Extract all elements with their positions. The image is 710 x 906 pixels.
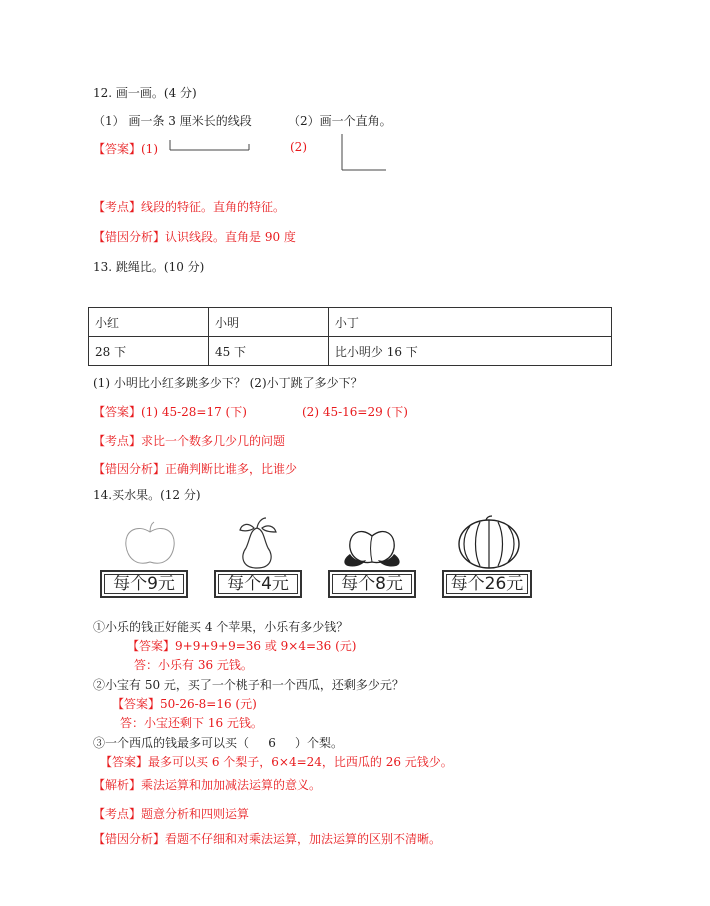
- table-cell: 小丁: [328, 308, 611, 337]
- q14-a2: 【答案】50-26-8=16 (元): [112, 697, 257, 711]
- q14-a1: 【答案】9+9+9+9=36 或 9×4=36 (元): [127, 639, 357, 653]
- q14-a1-reply: 答：小乐有 36 元钱。: [134, 658, 253, 672]
- watermelon-icon: [456, 514, 522, 570]
- q13-title: 13. 跳绳比。(10 分): [93, 260, 205, 274]
- q13-answer2: (2) 45-16=29 (下): [302, 405, 408, 419]
- q12-sub1: （1） 画一条 3 厘米长的线段: [93, 114, 252, 128]
- table-cell: 小红: [89, 308, 209, 337]
- peach-icon: [340, 522, 404, 572]
- watermelon-price-label: 每个26元: [442, 570, 532, 598]
- table-row: [89, 337, 612, 366]
- q12-sub2: （2）画一个直角。: [288, 114, 392, 128]
- q14-a2-reply: 答：小宝还剩下 16 元钱。: [120, 716, 263, 730]
- q13-answer: 【答案】(1) 45-28=17 (下): [93, 405, 247, 419]
- q14-q1: ①小乐的钱正好能买 4 个苹果，小乐有多少钱？: [93, 620, 349, 634]
- q13-questions: (1) 小明比小红多跳多少下？ (2)小丁跳了多少下？: [93, 376, 363, 390]
- q14-jiexi: 【解析】乘法运算和加加减法运算的意义。: [93, 778, 322, 792]
- table-cell: 小明: [208, 308, 328, 337]
- table-cell: 比小明少 16 下: [328, 337, 611, 366]
- q12-title: 12. 画一画。(4 分): [93, 86, 197, 100]
- q12-answer1: 【答案】(1): [93, 142, 158, 156]
- pear-icon: [232, 516, 282, 572]
- q14-q3: ③一个西瓜的钱最多可以买（ 6 ）个梨。: [93, 736, 344, 750]
- q13-cuoyin: 【错因分析】正确判断比谁多，比谁少: [93, 462, 298, 476]
- apple-icon: [120, 520, 180, 570]
- segment-drawing: [168, 138, 252, 154]
- q14-cuoyin: 【错因分析】看题不仔细和对乘法运算，加法运算的区别不清晰。: [93, 832, 442, 846]
- right-angle-drawing: [338, 132, 388, 174]
- q14-kaodian: 【考点】题意分析和四则运算: [93, 807, 250, 821]
- table-cell: 45 下: [208, 337, 328, 366]
- table-cell: 28 下: [89, 337, 209, 366]
- q12-kaodian: 【考点】线段的特征。直角的特征。: [93, 200, 286, 214]
- peach-price-label: 每个8元: [328, 570, 416, 598]
- q14-q2: ②小宝有 50 元，买了一个桃子和一个西瓜，还剩多少元？: [93, 678, 404, 692]
- q14-a3: 【答案】最多可以买 6 个梨子，6×4=24，比西瓜的 26 元钱少。: [100, 755, 453, 769]
- q12-answer2: (2): [290, 140, 307, 154]
- q13-kaodian: 【考点】求比一个数多几少几的问题: [93, 434, 286, 448]
- pear-price-label: 每个4元: [214, 570, 302, 598]
- jump-rope-table: [88, 307, 612, 366]
- q14-title: 14.买水果。(12 分): [93, 488, 201, 502]
- q14-q3-blank: 6: [268, 736, 276, 750]
- apple-price-label: 每个9元: [100, 570, 188, 598]
- table-row: [89, 308, 612, 337]
- q12-cuoyin: 【错因分析】认识线段。直角是 90 度: [93, 230, 296, 244]
